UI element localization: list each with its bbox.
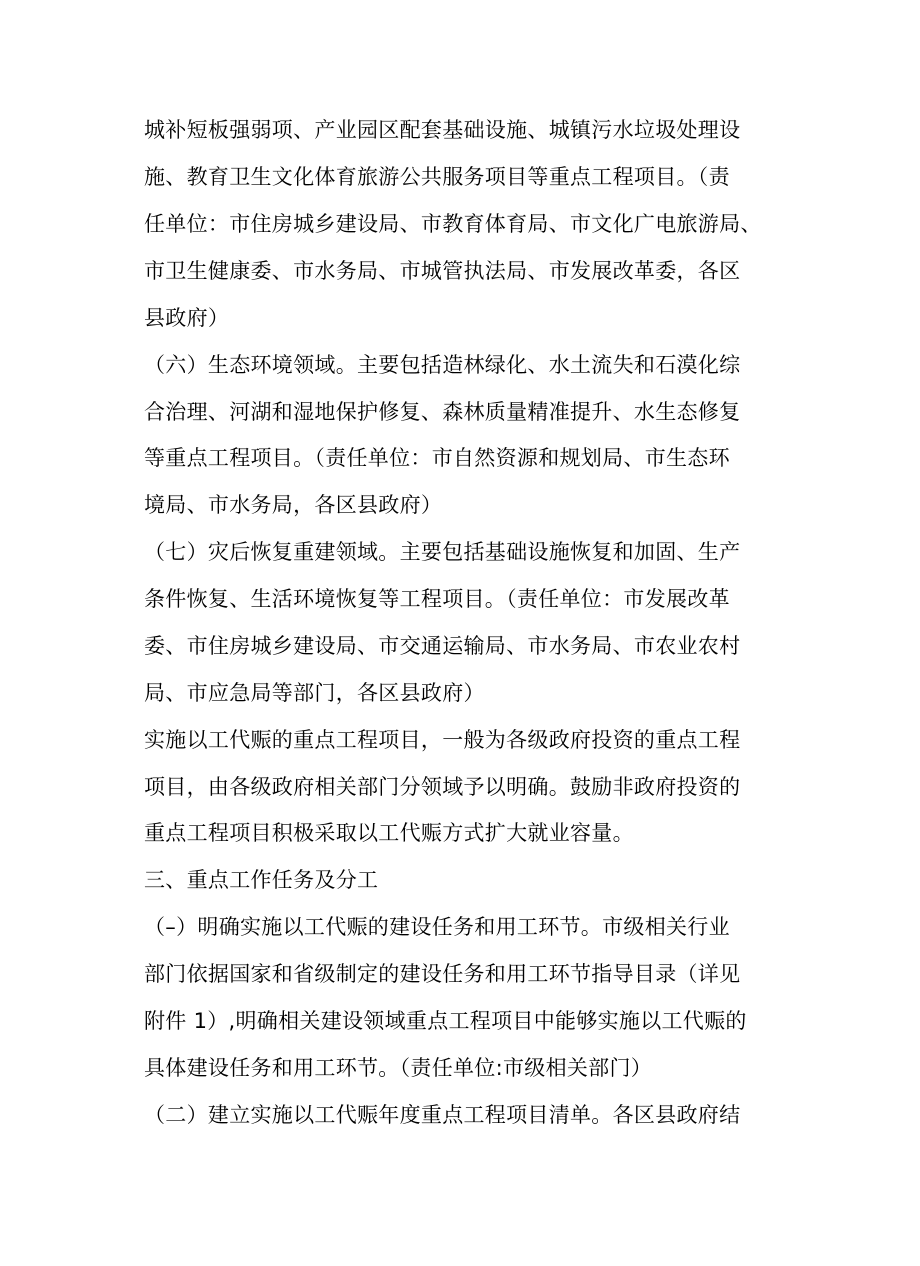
text-line: 等重点工程项目。（责任单位：市自然资源和规划局、市生态环 (144, 446, 730, 470)
section-six-heading: （六）生态环境领域。主要包括造林绿化、水土流失和石漠化综 (144, 353, 741, 377)
section-three-heading: 三、重点工作任务及分工 (144, 868, 379, 892)
text-line: 县政府） (144, 306, 230, 330)
text-line: 委、市住房城乡建设局、市交通运输局、市水务局、市农业农村 (144, 634, 741, 658)
text-line: 任单位：市住房城乡建设局、市教育体育局、市文化广电旅游局、 (144, 212, 762, 236)
text-line: 具体建设任务和用工环节。（责任单位:市级相关部门） (144, 1056, 653, 1080)
subsection-two-heading: （二）建立实施以工代赈年度重点工程项目清单。各区县政府结 (144, 1103, 741, 1127)
text-line: 实施以工代赈的重点工程项目，一般为各级政府投资的重点工程 (144, 728, 741, 752)
text-line: 施、教育卫生文化体育旅游公共服务项目等重点工程项目。（责 (144, 165, 730, 189)
text-line: 境局、市水务局，各区县政府） (144, 493, 443, 517)
section-seven-heading: （七）灾后恢复重建领域。主要包括基础设施恢复和加固、生产 (144, 540, 741, 564)
text-line: 市卫生健康委、市水务局、市城管执法局、市发展改革委，各区 (144, 259, 741, 283)
text-line: 项目，由各级政府相关部门分领域予以明确。鼓励非政府投资的 (144, 775, 741, 799)
text-line: 局、市应急局等部门，各区县政府） (144, 681, 485, 705)
text-line: 城补短板强弱项、产业园区配套基础设施、城镇污水垃圾处理设 (144, 118, 741, 142)
text-line: 合治理、河湖和湿地保护修复、森林质量精准提升、水生态修复 (144, 400, 741, 424)
text-line: 附件 1）,明确相关建设领域重点工程项目中能够实施以工代赈的 (144, 1009, 747, 1033)
subsection-one-heading: （–）明确实施以工代赈的建设任务和用工环节。市级相关行业 (144, 915, 730, 939)
text-line: 部门依据国家和省级制定的建设任务和用工环节指导目录（详见 (144, 962, 741, 986)
text-line: 重点工程项目积极采取以工代赈方式扩大就业容量。 (144, 821, 634, 845)
text-line: 条件恢复、生活环境恢复等工程项目。（责任单位：市发展改革 (144, 587, 730, 611)
